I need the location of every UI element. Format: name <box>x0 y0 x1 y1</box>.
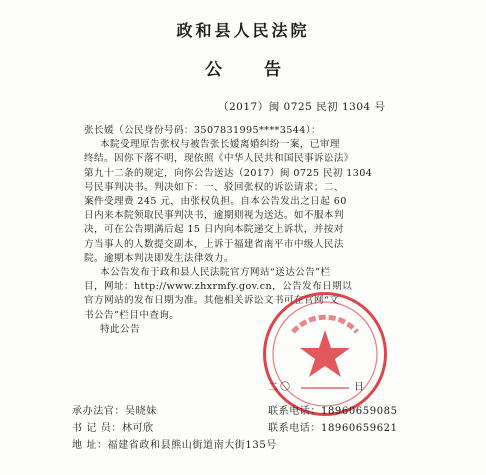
court-seal <box>263 292 387 416</box>
case-number: （2017）闽 0725 民初 1304 号 <box>218 101 386 113</box>
court-name: 政和县人民法院 <box>176 21 310 40</box>
body-line: 日内来本院领取民事判决书，逾期则视为送达。如不服本判 <box>84 210 344 222</box>
judge-name: 吴晓妹 <box>125 406 157 417</box>
body-line: 第九十二条的规定，向你公告送达（2017）闽 0725 民初 1304 <box>84 167 373 179</box>
clerk-row <box>72 419 154 434</box>
body-line: 本院受理原告张权与被告张长媛离婚纠纷一案，已审理 <box>100 139 340 151</box>
judge-row <box>72 402 157 417</box>
address-label: 地 址： <box>72 440 108 451</box>
phone-row-1 <box>268 402 398 417</box>
issue-date-start: 二〇 <box>268 382 292 393</box>
document-title: 公 告 <box>205 60 299 80</box>
clerk-label: 书 记 员： <box>72 423 122 434</box>
closing-line: 特此公告 <box>100 323 140 335</box>
body-line: 书公告”栏目中查询。 <box>84 309 180 321</box>
body-line: 官方网站的发布日期为准。其他相关诉讼文书可在官网“文 <box>84 295 340 307</box>
phone-row-2 <box>268 419 398 434</box>
clerk-name: 林可欣 <box>121 423 154 434</box>
phone1-value: 18960659085 <box>321 406 398 417</box>
body-line: 目，网址：http://www.zhxrmfy.gov.cn，公告发布日期以 <box>84 281 353 293</box>
body-line: 号民事判决书。判决如下：一、驳回张权的诉讼请求；二、 <box>84 181 344 193</box>
seal-star-icon <box>263 292 387 416</box>
phone2-value: 18960659621 <box>321 423 398 434</box>
body-line: 终结。因你下落不明，现依照《中华人民共和国民事诉讼法》 <box>84 153 354 165</box>
phone1-label: 联系电话： <box>268 406 321 417</box>
body-line: 本公告发布于政和县人民法院官方网站“送达公告”栏 <box>100 267 331 279</box>
body-line: 院。逾期本判决即发生法律效力。 <box>84 252 234 264</box>
body-line: 案件受理费 245 元，由张权负担。自本公告发出之日起 60 <box>84 196 347 208</box>
phone2-label: 联系电话： <box>268 423 321 434</box>
address-value: 福建省政和县熊山街道南大街135号 <box>107 440 277 451</box>
judge-label: 承办法官： <box>72 406 125 417</box>
addressee-line: 张长媛（公民身份号码：3507831995****3544）： <box>84 125 321 136</box>
issue-date-end: 日 <box>354 382 366 393</box>
body-line: 方当事人的人数提交副本，上诉于福建省南平市中级人民法 <box>84 238 344 250</box>
issue-date <box>268 378 366 393</box>
address-row <box>72 436 277 451</box>
body-line: 决，可在公告期满后起 15 日内向本院递交上诉状，并按对 <box>84 224 344 236</box>
